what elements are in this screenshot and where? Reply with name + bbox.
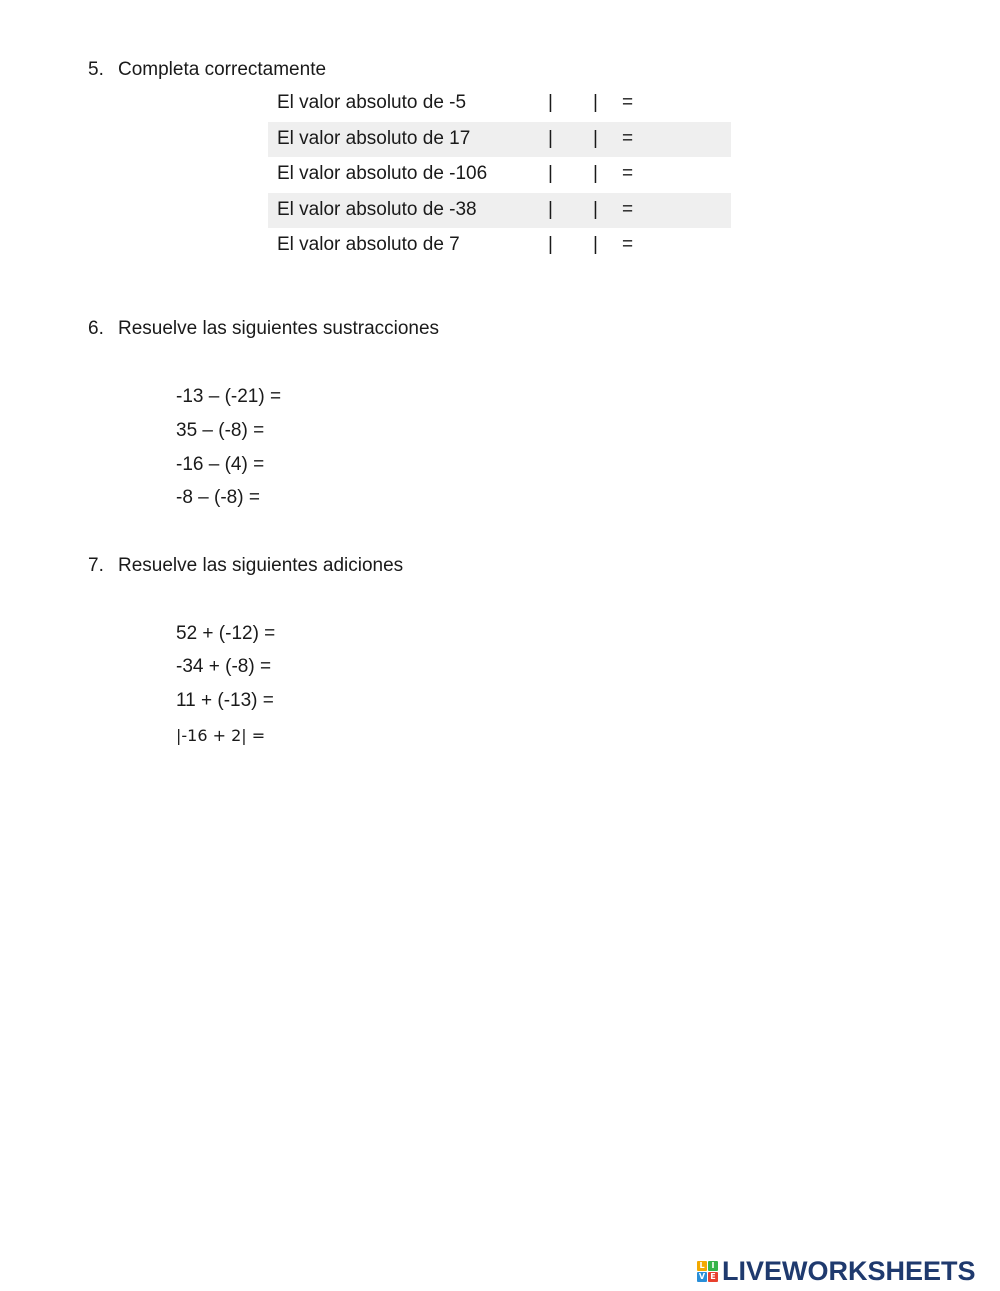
equals-sign: = [622,234,634,255]
abs-value-answer-field[interactable] [558,126,588,152]
question-number: 7. [88,555,104,576]
subtraction-exercise: -13 – (-21) = [176,386,282,407]
equals-sign: = [622,92,634,113]
table-row [268,193,731,229]
row-label: El valor absoluto de -38 [277,198,477,220]
addition-exercise: 11 + (-13) = [176,690,274,711]
abs-value-answer-field[interactable] [558,90,588,116]
logo-text: LIVEWORKSHEETS [722,1255,976,1286]
row-label: El valor absoluto de 7 [277,234,460,255]
question-number: 6. [88,318,104,339]
abs-bar-right: | [593,163,598,184]
liveworksheets-logo [697,1255,976,1287]
result-answer-field[interactable] [640,126,720,152]
subtraction-exercise: -16 – (4) = [176,454,265,475]
table-row [268,122,731,158]
row-label: El valor absoluto de -5 [277,92,467,113]
question-number: 5. [88,59,104,80]
equals-sign: = [622,127,634,149]
abs-bar-left: | [548,163,553,184]
table-row [268,157,731,193]
question-title: Resuelve las siguientes adiciones [118,555,404,576]
table-row [268,86,731,122]
abs-value-answer-field[interactable] [558,161,588,187]
result-answer-field[interactable] [640,197,720,223]
subtraction-exercise: -8 – (-8) = [176,487,260,508]
abs-bar-right: | [593,234,598,255]
absolute-value-table [268,86,731,264]
abs-bar-right: | [593,198,598,220]
abs-bar-left: | [548,127,553,149]
result-answer-field[interactable] [640,161,720,187]
question-7-heading [88,555,403,577]
equals-sign: = [622,163,634,184]
addition-exercise: |-16 + 2| = [176,726,266,745]
question-6-heading [88,318,439,340]
abs-bar-right: | [593,92,598,113]
logo-mark-letter: I [708,1261,718,1271]
question-title: Resuelve las siguientes sustracciones [118,318,440,339]
abs-bar-left: | [548,92,553,113]
row-label: El valor absoluto de -106 [277,163,488,184]
abs-value-answer-field[interactable] [558,197,588,223]
row-label: El valor absoluto de 17 [277,127,471,149]
subtraction-exercise: 35 – (-8) = [176,420,265,441]
logo-mark-icon [697,1261,718,1282]
addition-exercise: 52 + (-12) = [176,623,276,644]
question-title: Completa correctamente [118,59,327,80]
logo-mark-letter: V [698,1271,706,1281]
logo-mark-letter: L [697,1261,707,1271]
question-5-heading [88,59,326,81]
result-answer-field[interactable] [640,232,720,258]
abs-value-answer-field[interactable] [558,232,588,258]
abs-bar-left: | [548,198,553,220]
result-answer-field[interactable] [640,90,720,116]
table-row [268,228,731,264]
abs-bar-left: | [548,234,553,255]
logo-mark-letter: E [708,1272,718,1282]
equals-sign: = [622,198,634,220]
abs-bar-right: | [593,127,598,149]
addition-exercise: -34 + (-8) = [176,656,272,677]
